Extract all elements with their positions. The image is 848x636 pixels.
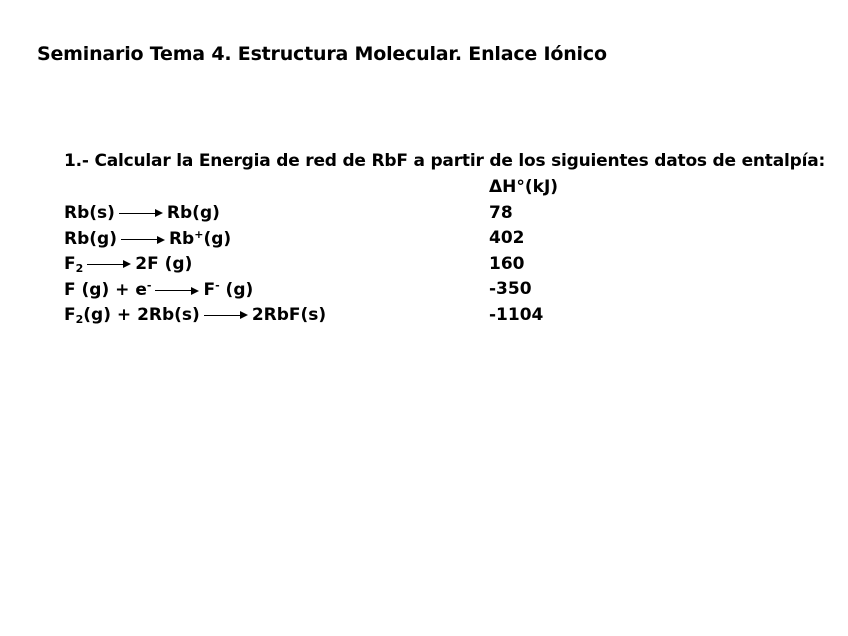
reactant-rest: (g) + 2Rb(s) — [83, 304, 200, 325]
reactant-subscript: 2 — [75, 261, 84, 275]
enthalpy-table — [64, 177, 584, 330]
table-row — [64, 228, 584, 254]
reaction-arrow-icon — [87, 258, 131, 270]
table-row — [64, 279, 584, 305]
product-state: (g) — [203, 229, 232, 249]
enthalpy-value: -1104 — [489, 304, 544, 325]
reaction-equation — [64, 254, 192, 275]
reaction-arrow-icon — [204, 309, 248, 321]
product: 2F (g) — [135, 253, 193, 274]
enthalpy-value: 402 — [489, 228, 525, 248]
enthalpy-value: 160 — [489, 253, 525, 274]
reaction-equation — [64, 279, 253, 300]
product: Rb(g) — [166, 202, 220, 223]
reaction-arrow-icon — [121, 233, 165, 245]
reactant-subscript: 2 — [75, 312, 84, 326]
product-charge: - — [215, 279, 220, 292]
reactant-base: F — [64, 253, 76, 274]
enthalpy-value: -350 — [489, 279, 532, 299]
table-row — [64, 203, 584, 229]
table-row — [64, 254, 584, 280]
table-header-row — [64, 177, 584, 203]
reaction-arrow-icon — [119, 207, 163, 219]
product: 2RbF(s) — [251, 304, 327, 325]
reactant-base: F — [64, 304, 76, 325]
product-state: (g) — [219, 280, 254, 300]
reactant: Rb(s) — [64, 202, 115, 223]
reactant: F (g) + e — [64, 280, 147, 300]
reaction-equation — [64, 203, 220, 223]
reaction-arrow-icon — [155, 284, 199, 296]
table-row — [64, 305, 584, 331]
product-base: F — [203, 280, 216, 300]
enthalpy-header: ΔH°(kJ) — [489, 177, 559, 197]
reaction-equation — [64, 305, 326, 326]
reaction-equation — [64, 228, 231, 249]
product-charge: + — [194, 228, 204, 241]
page-title: Seminario Tema 4. Estructura Molecular. Enlace Iónico — [37, 43, 607, 65]
reactant-charge: - — [146, 279, 152, 292]
reactant: Rb(g) — [64, 229, 117, 249]
product-base: Rb — [168, 229, 195, 249]
enthalpy-value: 78 — [489, 202, 513, 223]
question-text: 1.- Calcular la Energia de red de RbF a partir de los siguientes datos de entalpía: — [64, 151, 826, 171]
